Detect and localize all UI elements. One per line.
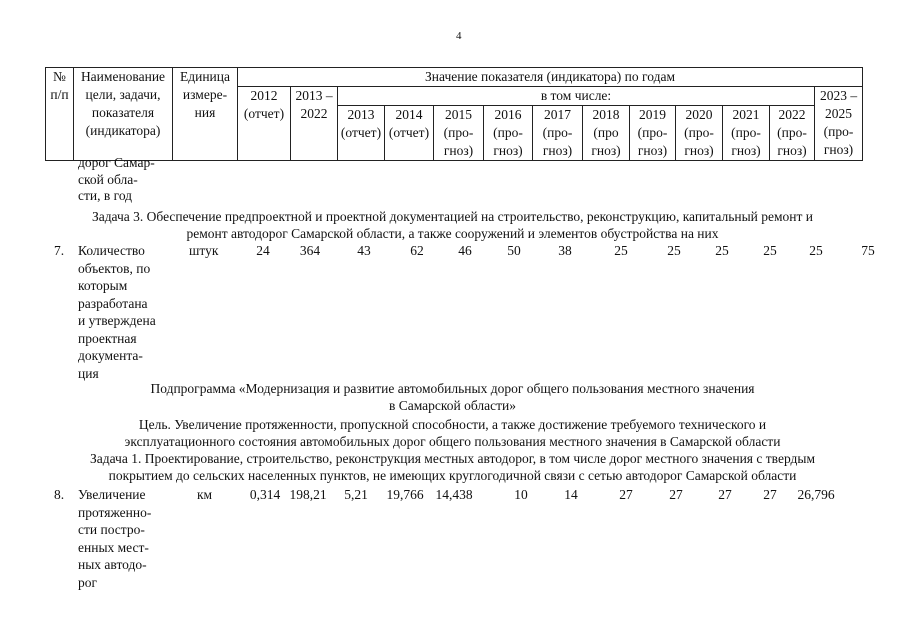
header-incl: в том числе: <box>338 87 815 106</box>
header-year: 2013 (отчет) <box>338 106 385 161</box>
value-cell: 27 <box>763 487 777 502</box>
header-values: Значение показателя (индикатора) по годам <box>238 68 863 87</box>
value-cell: 27 <box>718 487 732 502</box>
row-unit: штук <box>189 243 219 258</box>
value-cell: 198,21 <box>289 487 327 502</box>
row-name: Количество объектов, по которым разработана и утверждена проектная документа- ция <box>78 243 156 381</box>
header-year: 2019 (про-гноз) <box>630 106 676 161</box>
value-cell: 25 <box>614 243 628 258</box>
header-year: 2014 (отчет) <box>385 106 434 161</box>
header-2012: 2012 (отчет) <box>238 87 291 161</box>
value-cell: 25 <box>667 243 681 258</box>
header-year: 2022 (про-гноз) <box>770 106 815 161</box>
value-cell: 62 <box>410 243 424 258</box>
value-cell: 14 <box>564 487 578 502</box>
value-cell: 25 <box>809 243 823 258</box>
value-cell: 364 <box>299 243 321 258</box>
value-cell: 27 <box>669 487 683 502</box>
header-year: 2015 (про-гноз) <box>434 106 484 161</box>
row-num: 7. <box>54 243 65 258</box>
header-2023-2025: 2023 – 2025 (про-гноз) <box>815 87 863 161</box>
row-name: Увеличение протяженно- сти постро- енных мест- ных автодо- рог <box>78 487 152 590</box>
header-year: 2021 (про-гноз) <box>723 106 770 161</box>
header-year: 2018 (про гноз) <box>583 106 630 161</box>
value-cell: 25 <box>715 243 729 258</box>
header-year: 2016 (про-гноз) <box>484 106 533 161</box>
task3-heading: Задача 3. Обеспечение предпроектной и проектной документацией на строительство, реконструкцию, капитальный ремонт и ремонт автодорог Самарской области, а также сооружений и элементов обустройства на них <box>91 209 814 241</box>
header-year: 2017 (про-гноз) <box>533 106 583 161</box>
value-cell: 27 <box>619 487 633 502</box>
carryover-text: дорог Самар- ской обла- сти, в год <box>78 155 155 203</box>
value-cell: 0,314 <box>249 487 281 502</box>
row-unit: км <box>197 487 213 502</box>
header-year: 2020 (про-гноз) <box>676 106 723 161</box>
value-cell: 19,766 <box>386 487 424 502</box>
header-unit: Единица измере-ния <box>173 68 238 161</box>
header-name: Наименование цели, задачи, показателя (индикатора) <box>74 68 173 161</box>
value-cell: 5,21 <box>344 487 368 502</box>
value-cell: 75 <box>861 243 875 258</box>
value-cell: 46 <box>458 243 472 258</box>
goal-heading: Цель. Увеличение протяженности, пропускной способности, а также достижение требуемого технического и эксплуатационного состояния автомобильных дорог общего пользования местного значения в Самарской области <box>124 417 781 449</box>
value-cell: 43 <box>357 243 371 258</box>
value-cell: 24 <box>256 243 270 258</box>
value-cell: 38 <box>558 243 572 258</box>
value-cell: 14,438 <box>435 487 473 502</box>
page-number: 4 <box>456 30 462 42</box>
indicator-table-header <box>45 67 863 161</box>
row-num: 8. <box>54 487 65 502</box>
value-cell: 50 <box>507 243 521 258</box>
subprogram-heading: Подпрограмма «Модернизация и развитие автомобильных дорог общего пользования местного значения в Самарской области» <box>150 381 755 413</box>
task1-heading: Задача 1. Проектирование, строительство, реконструкция местных автодорог, в том числе дорог местного значения с твердым покрытием до сельских населенных пунктов, не имеющих круглогодичной связи с сетью автодорог Самарской области <box>89 451 816 483</box>
value-cell: 26,796 <box>797 487 835 502</box>
header-2013-2022: 2013 – 2022 <box>291 87 338 161</box>
header-num: № п/п <box>46 68 74 161</box>
value-cell: 10 <box>514 487 528 502</box>
value-cell: 25 <box>763 243 777 258</box>
